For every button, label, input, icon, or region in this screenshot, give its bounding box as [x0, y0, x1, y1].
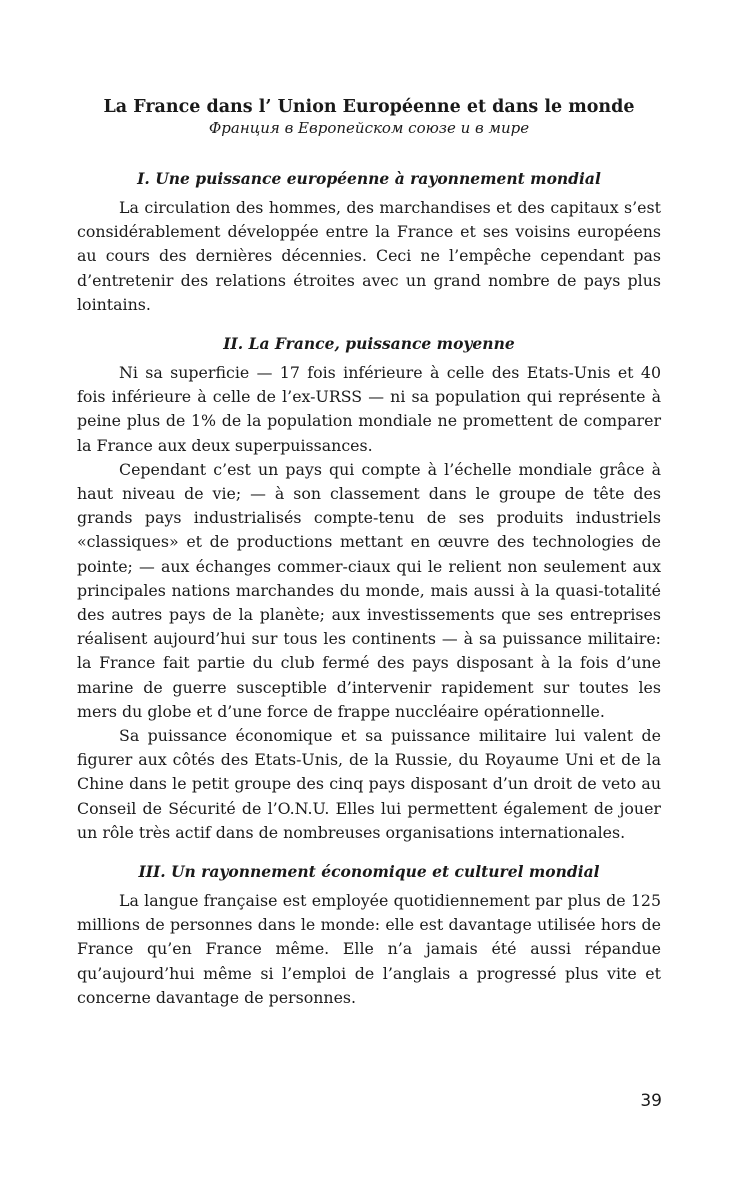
paragraph: Ni sa superficie — 17 fois inférieure à celle des Etats-Unis et 40 fois inférieure à celle de l’ex-URSS — ni sa population qui représente à peine plus de 1% de la population mondiale ne promettent de comparer la France aux deux superpuissances.	[77, 363, 661, 455]
section-heading-2: II. La France, puissance moyenne	[223, 334, 515, 354]
page-subtitle: Франция в Европейском союзе и в мире	[208, 119, 530, 137]
paragraph: La circulation des hommes, des marchandises et des capitaux s’est considérablement développée entre la France et ses voisins européens au cours des dernières décennies. Ceci ne l’empêche cependant pas d’entretenir des relations étroites avec un grand nombre de pays plus lointains.	[77, 198, 661, 314]
page-number: 39	[640, 1091, 662, 1111]
paragraph: Cependant c’est un pays qui compte à l’échelle mondiale grâce à haut niveau de vie; — à son classement dans le groupe de tête des grands pays industrialisés compte-tenu de ses produits industriels «classiques» et de productions mettant en œuvre des technologies de pointe; — aux échanges commer-ciaux qui le relient non seulement aux principales nations marchandes du monde, mais aussi à la quasi-totalité des autres pays de la planète; aux investissements que ses entreprises réalisent aujourd’hui sur tous les continents — à sa puissance militaire: la France fait partie du club fermé des pays disposant à la fois d’une marine de guerre susceptible d’intervenir rapidement sur toutes les mers du globe et d’une force de frappe nuccléaire opérationnelle.	[77, 459, 661, 721]
section-heading-3: III. Un rayonnement économique et culturel mondial	[138, 862, 600, 882]
page-content	[77, 96, 661, 1010]
paragraph: Sa puissance économique et sa puissance militaire lui valent de figurer aux côtés des Etats-Unis, de la Russie, du Royaume Uni et de la Chine dans le petit groupe des cinq pays disposant d’un droit de veto au Conseil de Sécurité de l’O.N.U. Elles lui permettent également de jouer un rôle très actif dans de nombreuses organisations internationales.	[77, 726, 661, 842]
paragraph: La langue française est employée quotidiennement par plus de 125 millions de personnes dans le monde: elle est davantage utilisée hors de France qu’en France même. Elle n’a jamais été aussi répandue qu’aujourd’hui même si l’emploi de l’anglais a progressé plus vite et concerne davantage de personnes.	[77, 891, 661, 1007]
page-title: La France dans l’ Union Européenne et dans le monde	[103, 97, 635, 117]
section-heading-1: I. Une puissance européenne à rayonnement mondial	[137, 169, 601, 188]
